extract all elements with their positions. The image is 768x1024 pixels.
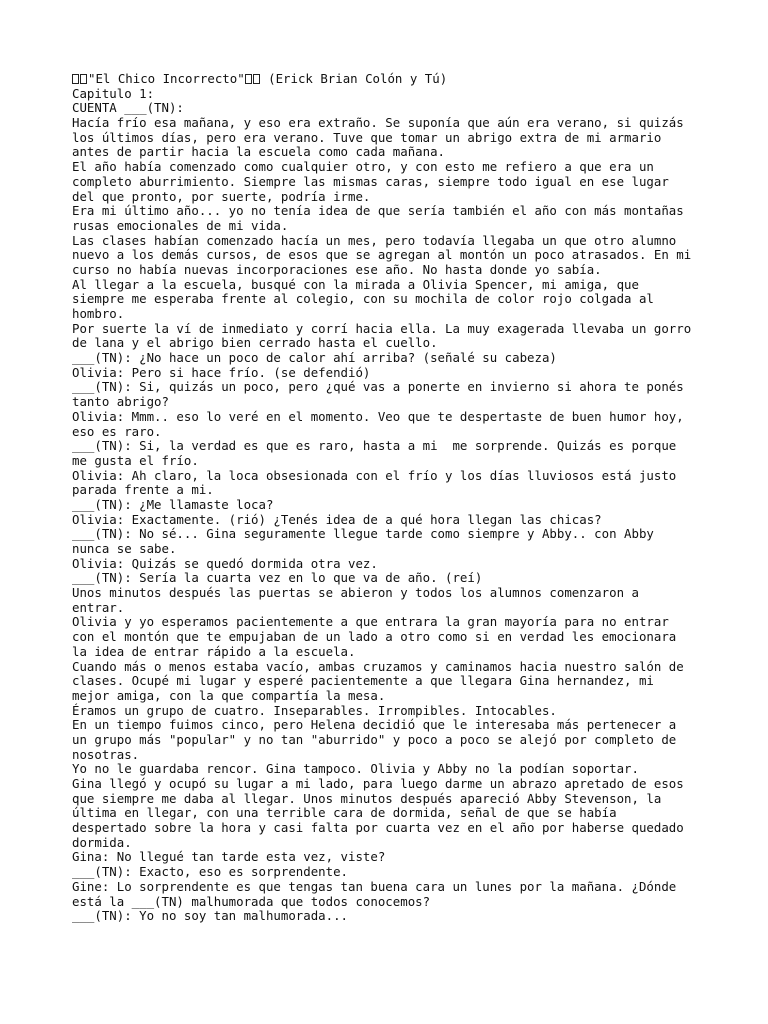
text-line: El año había comenzado como cualquier otro, y con esto me refiero a que era un xyxy=(72,159,654,175)
missing-glyph-icon xyxy=(72,71,88,86)
text-line: los últimos días, pero era verano. Tuve que tomar un abrigo extra de mi armario xyxy=(72,129,662,145)
text-line: del que pronto, por suerte, podría irme. xyxy=(72,188,371,204)
document-text xyxy=(72,87,712,924)
title-text: "El Chico Incorrecto" xyxy=(88,71,245,86)
text-line: Cuando más o menos estaba vacío, ambas cruzamos y caminamos hacia nuestro salón de xyxy=(72,658,684,674)
text-line: CUENTA ___(TN): xyxy=(72,100,184,116)
text-line: de lana y el abrigo bien cerrado hasta el cuello. xyxy=(72,335,438,351)
text-line: Era mi último año... yo no tenía idea de que sería también el año con más montañas xyxy=(72,203,684,219)
text-line: Por suerte la ví de inmediato y corrí hacia ella. La muy exagerada llevaba un gorro xyxy=(72,320,692,336)
text-line: nosotras. xyxy=(72,746,140,762)
text-line: la idea de entrar rápido a la escuela. xyxy=(72,643,356,659)
text-line: ___(TN): Si, la verdad es que es raro, hasta a mi me sorprende. Quizás es porque xyxy=(72,438,677,454)
text-line: Gina: No llegué tan tarde esta vez, viste? xyxy=(72,849,386,865)
text-line: ___(TN): ¿Me llamaste loca? xyxy=(72,496,274,512)
text-line: nuevo a los demás cursos, de esos que se agregan al montón un poco atrasados. En mi xyxy=(72,247,692,263)
text-line: Yo no le guardaba rencor. Gina tampoco. Olivia y Abby no la podían soportar. xyxy=(72,761,639,777)
document-body xyxy=(72,72,712,924)
text-line: Olivia: Quizás se quedó dormida otra vez. xyxy=(72,555,378,571)
text-line: dormida. xyxy=(72,834,132,850)
text-line: En un tiempo fuimos cinco, pero Helena decidió que le interesaba más pertenecer a xyxy=(72,717,677,733)
missing-glyph-icon xyxy=(245,71,261,86)
text-line: Hacía frío esa mañana, y eso era extraño. Se suponía que aún era verano, si quizás xyxy=(72,115,684,131)
text-line: clases. Ocupé mi lugar y esperé pacientemente a que llegara Gina hernandez, mi xyxy=(72,673,654,689)
text-line: ___(TN): ¿No hace un poco de calor ahí arriba? (señalé su cabeza) xyxy=(72,350,557,366)
text-line: Olivia y yo esperamos pacientemente a que entrara la gran mayoría para no entrar xyxy=(72,614,669,630)
text-line: Gine: Lo sorprendente es que tengas tan buena cara un lunes por la mañana. ¿Dónde xyxy=(72,878,677,894)
text-line: mejor amiga, con la que compartía la mesa. xyxy=(72,687,386,703)
text-line: Olivia: Exactamente. (rió) ¿Tenés idea de a qué hora llegan las chicas? xyxy=(72,511,602,527)
text-line: completo aburrimiento. Siempre las mismas caras, siempre todo igual en ese lugar xyxy=(72,173,669,189)
text-line: ___(TN): Exacto, eso es sorprendente. xyxy=(72,864,349,880)
text-line: rusas emocionales de mi vida. xyxy=(72,217,289,233)
text-line: tanto abrigo? xyxy=(72,394,169,410)
text-line: nunca se sabe. xyxy=(72,541,177,556)
text-line: ___(TN): Yo no soy tan malhumorada... xyxy=(72,908,349,924)
text-line: que siempre me daba al llegar. Unos minutos después apareció Abby Stevenson, la xyxy=(72,790,662,806)
title-rest: (Erick Brian Colón y Tú) xyxy=(260,71,448,86)
text-line: entrar. xyxy=(72,599,125,615)
text-line: curso no había nuevas incorporaciones ese año. No hasta donde yo sabía. xyxy=(72,261,602,277)
text-line: Unos minutos después las puertas se abieron y todos los alumnos comenzaron a xyxy=(72,585,639,601)
text-line: está la ___(TN) malhumorada que todos conocemos? xyxy=(72,893,431,909)
text-line: Olivia: Mmm.. eso lo veré en el momento. Veo que te despertaste de buen humor hoy, xyxy=(72,408,684,424)
text-line: Capitulo 1: xyxy=(72,85,155,101)
text-line: parada frente a mi. xyxy=(72,482,214,498)
text-line: despertado sobre la hora y casi falta por cuarta vez en el año por haberse quedado xyxy=(72,820,684,836)
text-line: hombro. xyxy=(72,306,125,321)
text-line: antes de partir hacia la escuela como cada mañana. xyxy=(72,144,445,160)
text-line: me gusta el frío. xyxy=(72,452,199,468)
text-line: eso es raro. xyxy=(72,423,162,439)
text-line: Gina llegó y ocupó su lugar a mi lado, para luego darme un abrazo apretado de esos xyxy=(72,776,684,791)
text-line: última en llegar, con una terrible cara de dormida, señal de que se había xyxy=(72,805,617,821)
text-line: Al llegar a la escuela, busqué con la mirada a Olivia Spencer, mi amiga, que xyxy=(72,276,639,292)
text-line: siempre me esperaba frente al colegio, con su mochila de color rojo colgada al xyxy=(72,291,654,307)
document-title xyxy=(72,72,712,87)
text-line: ___(TN): Sería la cuarta vez en lo que va de año. (reí) xyxy=(72,570,483,586)
text-line: Éramos un grupo de cuatro. Inseparables. Irrompibles. Intocables. xyxy=(72,702,557,718)
text-line: un grupo más "popular" y no tan "aburrido" y poco a poco se alejó por completo de xyxy=(72,731,677,747)
text-line: Las clases habían comenzado hacía un mes, pero todavía llegaba un que otro alumno xyxy=(72,232,677,248)
text-line: ___(TN): No sé... Gina seguramente llegue tarde como siempre y Abby.. con Abby xyxy=(72,526,654,542)
text-line: ___(TN): Si, quizás un poco, pero ¿qué vas a ponerte en invierno si ahora te ponés xyxy=(72,379,684,395)
text-line: Olivia: Pero si hace frío. (se defendió) xyxy=(72,364,371,380)
text-line: con el montón que te empujaban de un lado a otro como si en verdad les emocionara xyxy=(72,629,677,645)
text-line: Olivia: Ah claro, la loca obsesionada con el frío y los días lluviosos está justo xyxy=(72,467,677,483)
